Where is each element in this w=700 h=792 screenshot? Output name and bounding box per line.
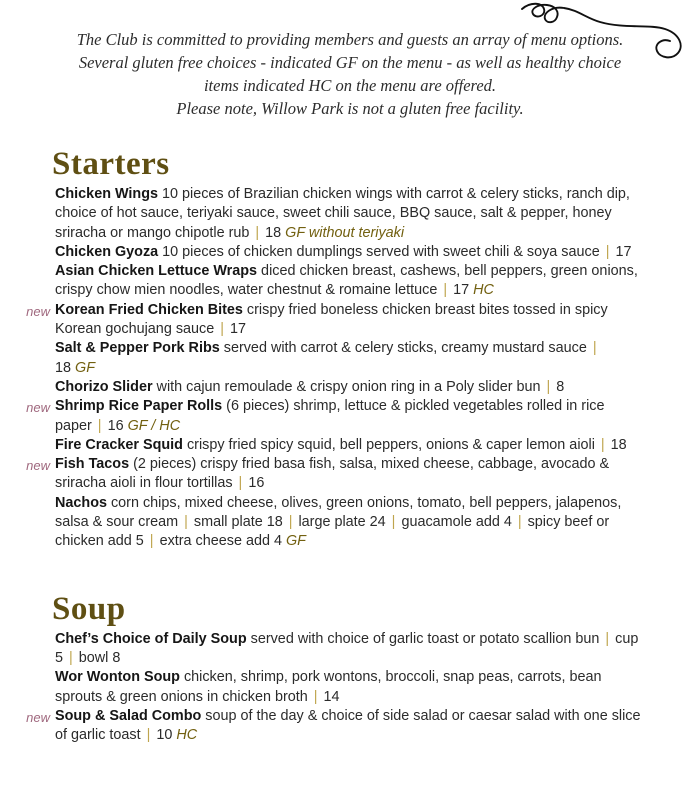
new-badge: new <box>26 709 50 725</box>
menu-item-price: 10 <box>156 727 173 744</box>
menu-item-price: 18 <box>265 224 282 241</box>
intro-line: Several gluten free choices - indicated GF on the menu - as well as healthy choice <box>78 53 622 72</box>
dietary-tag: GF without teriyaki <box>285 224 405 241</box>
menu-item-description: 10 pieces of chicken dumplings served with sweet chili & soya sauce <box>158 243 600 260</box>
new-badge: new <box>26 458 50 474</box>
menu-item <box>0 707 700 746</box>
price-separator: | <box>601 630 614 647</box>
intro-note <box>40 28 660 120</box>
menu-item-price: 17 <box>229 321 246 338</box>
dietary-tag: GF <box>75 359 95 376</box>
menu-item <box>0 301 700 340</box>
menu-item-description: soup of the day & choice of side salad or caesar salad with one slice of garlic toast <box>55 707 641 744</box>
menu-item-price: 16 <box>107 417 124 434</box>
menu-item-name: Chicken Gyoza <box>55 243 159 260</box>
section-heading: Starters <box>52 146 170 182</box>
price-separator: | <box>251 224 264 241</box>
menu-item-description: with cajun remoulade & crispy onion ring in a Poly slider bun <box>152 378 541 395</box>
menu-item <box>0 378 700 397</box>
intro-line: The Club is committed to providing members and guests an array of menu options. <box>76 30 624 49</box>
menu-item-price: cup 5 <box>55 630 639 666</box>
menu-item-description: crispy fried boneless chicken breast bites tossed in spicy Korean gochujang sauce <box>55 301 608 338</box>
menu-item-description: diced chicken breast, cashews, bell peppers, green onions, crispy chow mien noodles, water chestnut & romaine lettuce <box>55 263 638 299</box>
dietary-tag: GF <box>285 533 306 550</box>
price-separator: | <box>596 436 609 453</box>
menu-item-price: 18 <box>610 436 627 453</box>
menu-item-description: (6 pieces) shrimp, lettuce & pickled vegetables rolled in rice paper <box>55 398 605 434</box>
menu-item-price: 18 <box>55 359 72 376</box>
menu-item-name: Nachos <box>55 494 107 511</box>
price-separator: | <box>309 688 322 705</box>
menu-item-description: served with choice of garlic toast or potato scallion bun <box>246 630 600 647</box>
menu-item-price: 14 <box>323 688 340 705</box>
menu-item-description: chicken, shrimp, pork wontons, broccoli, snap peas, carrots, bean sprouts & green onions in chicken broth <box>55 669 602 705</box>
price-separator: | <box>542 378 555 395</box>
menu-item-description: 10 pieces of Brazilian chicken wings with carrot & celery sticks, ranch dip, choice of hot sauce, teriyaki sauce, sweet chili sauce, BBQ sauce, salt & pepper, honey sriracha or mango chipotle rub <box>55 186 630 241</box>
menu-item <box>0 262 700 301</box>
menu-item <box>0 397 700 436</box>
menu-item <box>0 494 700 552</box>
menu-item <box>0 339 700 378</box>
price-separator: | <box>284 514 297 531</box>
menu-item-name: Soup & Salad Combo <box>55 707 202 724</box>
price-separator: | <box>216 321 228 338</box>
menu-item <box>0 455 700 494</box>
menu-item-name: Asian Chicken Lettuce Wraps <box>55 263 258 280</box>
new-badge: new <box>26 303 50 319</box>
menu-item-name: Chef’s Choice of Daily Soup <box>55 630 247 647</box>
menu-item-price: spicy beef or chicken add 5 <box>55 514 610 550</box>
menu-item-price: small plate 18 <box>193 514 283 531</box>
dietary-tag: HC <box>473 282 494 299</box>
menu-item-name: Fire Cracker Squid <box>55 436 183 453</box>
menu-item-price: 8 <box>556 378 565 395</box>
menu-item-name: Fish Tacos <box>55 456 130 473</box>
menu-item-name: Wor Wonton Soup <box>55 669 180 686</box>
price-separator: | <box>93 417 106 434</box>
intro-line: Please note, Willow Park is not a gluten free facility. <box>176 99 524 118</box>
price-separator: | <box>65 649 77 666</box>
menu-item-name: Salt & Pepper Pork Ribs <box>55 340 220 357</box>
intro-line: items indicated HC on the menu are offered. <box>203 76 497 95</box>
menu-item-description: corn chips, mixed cheese, olives, green onions, tomato, bell peppers, jalapenos, salsa & sour cream <box>55 494 622 531</box>
menu-item-name: Shrimp Rice Paper Rolls <box>55 398 223 415</box>
menu-item-name: Korean Fried Chicken Bites <box>55 301 243 318</box>
menu-item-price: extra cheese add 4 <box>159 533 282 550</box>
menu-item <box>0 630 700 669</box>
menu-item <box>0 436 700 455</box>
price-separator: | <box>145 533 158 550</box>
section-heading: Soup <box>52 590 126 627</box>
menu-section <box>0 145 700 552</box>
dietary-tag: HC <box>176 727 198 744</box>
price-separator: | <box>588 340 597 357</box>
price-separator: | <box>234 475 247 492</box>
menu-item-description: crispy fried spicy squid, bell peppers, onions & caper lemon aioli <box>182 436 595 453</box>
menu-item-description: (2 pieces) crispy fried basa fish, salsa, mixed cheese, cabbage, avocado & sriracha aioli in flour tortillas <box>55 456 610 492</box>
section-items <box>0 630 700 746</box>
menu-item-price: guacamole add 4 <box>401 514 512 531</box>
menu-item-price: 16 <box>248 475 265 492</box>
price-separator: | <box>180 514 192 531</box>
new-badge: new <box>26 400 50 416</box>
price-separator: | <box>142 727 155 744</box>
menu-item <box>0 185 700 243</box>
menu-item-price: 17 <box>615 243 632 260</box>
menu-item-name: Chorizo Slider <box>55 378 153 395</box>
section-items <box>0 185 700 552</box>
menu-item-price: 17 <box>453 282 470 299</box>
menu-item-price: bowl 8 <box>78 649 121 666</box>
menu-item <box>0 668 700 707</box>
price-separator: | <box>387 514 400 531</box>
menu-item-description: served with carrot & celery sticks, creamy mustard sauce <box>219 340 587 357</box>
price-separator: | <box>601 243 614 260</box>
menu-item <box>0 243 700 262</box>
price-separator: | <box>513 514 526 531</box>
dietary-tag: GF / HC <box>127 417 181 434</box>
menu-section <box>0 590 700 746</box>
price-separator: | <box>439 282 452 299</box>
menu-item-name: Chicken Wings <box>55 186 159 202</box>
menu-item-price: large plate 24 <box>298 514 386 531</box>
menu-body <box>0 145 700 745</box>
